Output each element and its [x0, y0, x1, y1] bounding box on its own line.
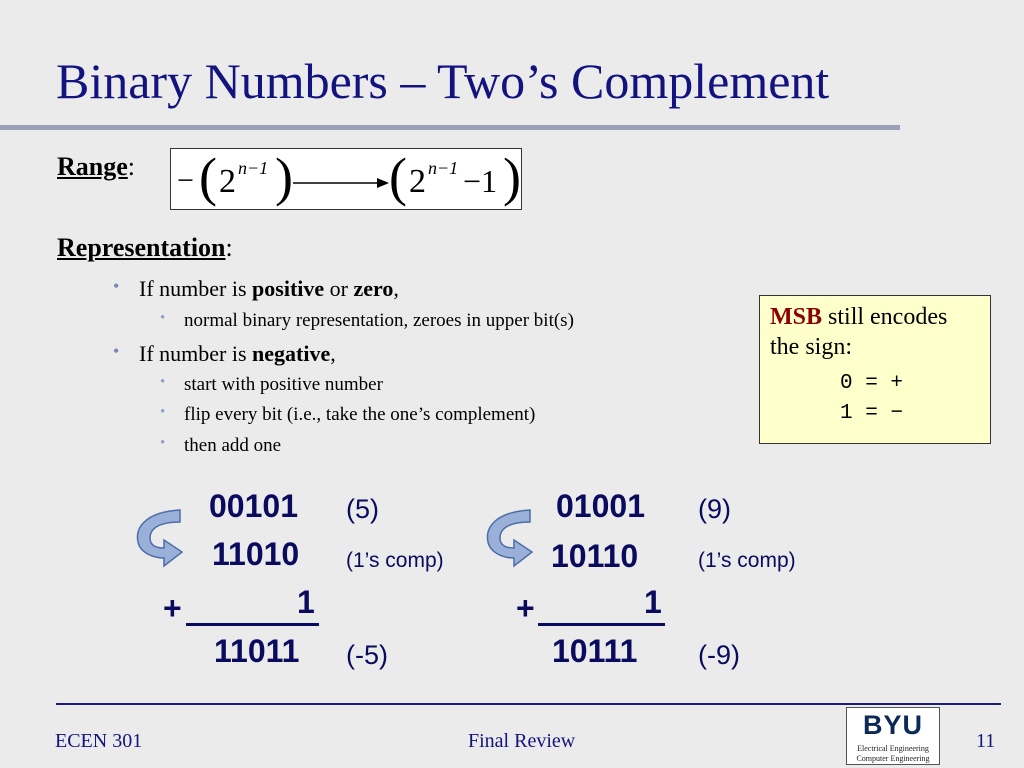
- curved-arrow-icon: [130, 500, 190, 570]
- range-heading: [57, 152, 135, 182]
- formula-exponent-2: n−1: [428, 158, 459, 178]
- range-formula-graphic: [171, 149, 521, 209]
- bullet-positive: [139, 276, 399, 302]
- representation-label: Representation: [57, 233, 226, 262]
- subbullet-normal-binary: • normal binary representation, zeroes in upper bit(s): [184, 310, 574, 332]
- ex1-result: 11011: [214, 633, 300, 669]
- msb-callout: [759, 295, 991, 444]
- bullet-bold-negative: negative: [252, 341, 331, 366]
- bullet-bold-positive: positive: [252, 276, 325, 301]
- ex2-result-note: (-9): [698, 640, 740, 670]
- subbullet-flip-bits: • flip every bit (i.e., take the one’s complement): [184, 404, 535, 426]
- bullet-text: If number is: [139, 276, 253, 301]
- bullet-text: If number is: [139, 341, 253, 366]
- formula-paren-close-1: ): [275, 149, 293, 207]
- msb-line-1: [770, 302, 980, 332]
- subbullet-add-one: • then add one: [184, 435, 281, 457]
- range-label: Range: [57, 152, 128, 181]
- range-colon: :: [127, 152, 136, 181]
- title-divider: [0, 125, 900, 130]
- formula-arrow: [293, 178, 389, 188]
- ex1-flipped: 11010: [212, 536, 300, 572]
- ex1-original-note: (5): [346, 494, 379, 524]
- msb-label: MSB: [770, 304, 823, 330]
- byu-logo: [846, 707, 940, 765]
- ex2-flipped-note: (1’s comp): [698, 549, 796, 572]
- byu-logo-mark: BYU: [850, 710, 936, 740]
- footer-course: ECEN 301: [55, 730, 143, 752]
- curved-arrow-icon: [480, 500, 540, 570]
- bullet-bold-zero: zero: [353, 276, 394, 301]
- msb-one-minus: 1 = −: [840, 402, 904, 425]
- ex1-original: 00101: [209, 488, 298, 524]
- range-formula: [170, 148, 522, 210]
- ex2-result: 10111: [552, 633, 638, 669]
- representation-colon: :: [225, 233, 233, 262]
- formula-base-2: 2: [409, 163, 426, 200]
- ex2-sum-line: [538, 623, 665, 626]
- bullet-text: ,: [330, 341, 336, 366]
- ex1-sum-line: [186, 623, 319, 626]
- ex1-plus: +: [163, 590, 182, 626]
- ex2-original: 01001: [556, 488, 645, 524]
- bullet-negative: [139, 341, 336, 367]
- formula-paren-open-2: (: [389, 149, 407, 207]
- bullet-text: or: [324, 276, 354, 301]
- formula-exponent-1: n−1: [238, 158, 269, 178]
- ex2-flipped: 10110: [551, 538, 639, 574]
- ex1-result-note: (-5): [346, 640, 388, 670]
- formula-lead-minus: −: [177, 164, 194, 197]
- formula-paren-close-2: ): [503, 149, 521, 207]
- slide-title: Binary Numbers – Two’s Complement: [56, 53, 830, 109]
- ex1-one: 1: [297, 584, 315, 620]
- ex2-original-note: (9): [698, 494, 731, 524]
- formula-paren-open-1: (: [199, 149, 217, 207]
- ex1-flipped-note: (1’s comp): [346, 549, 444, 572]
- footer-title: Final Review: [468, 730, 576, 752]
- representation-heading: [57, 233, 233, 263]
- page-number: 11: [976, 730, 996, 752]
- ex2-one: 1: [644, 584, 662, 620]
- logo-subtitle-ee: Electrical Engineering: [857, 744, 929, 753]
- msb-zero-plus: 0 = +: [840, 372, 904, 395]
- formula-tail: −1: [463, 163, 498, 199]
- footer-divider: [56, 703, 1001, 705]
- subbullet-start-positive: • start with positive number: [184, 374, 383, 396]
- msb-line-2: the sign:: [770, 334, 852, 360]
- msb-text: still encodes: [822, 304, 948, 330]
- bullet-text: ,: [393, 276, 399, 301]
- logo-subtitle-ce: Computer Engineering: [856, 754, 930, 763]
- formula-base-1: 2: [219, 163, 236, 200]
- ex2-plus: +: [516, 590, 535, 626]
